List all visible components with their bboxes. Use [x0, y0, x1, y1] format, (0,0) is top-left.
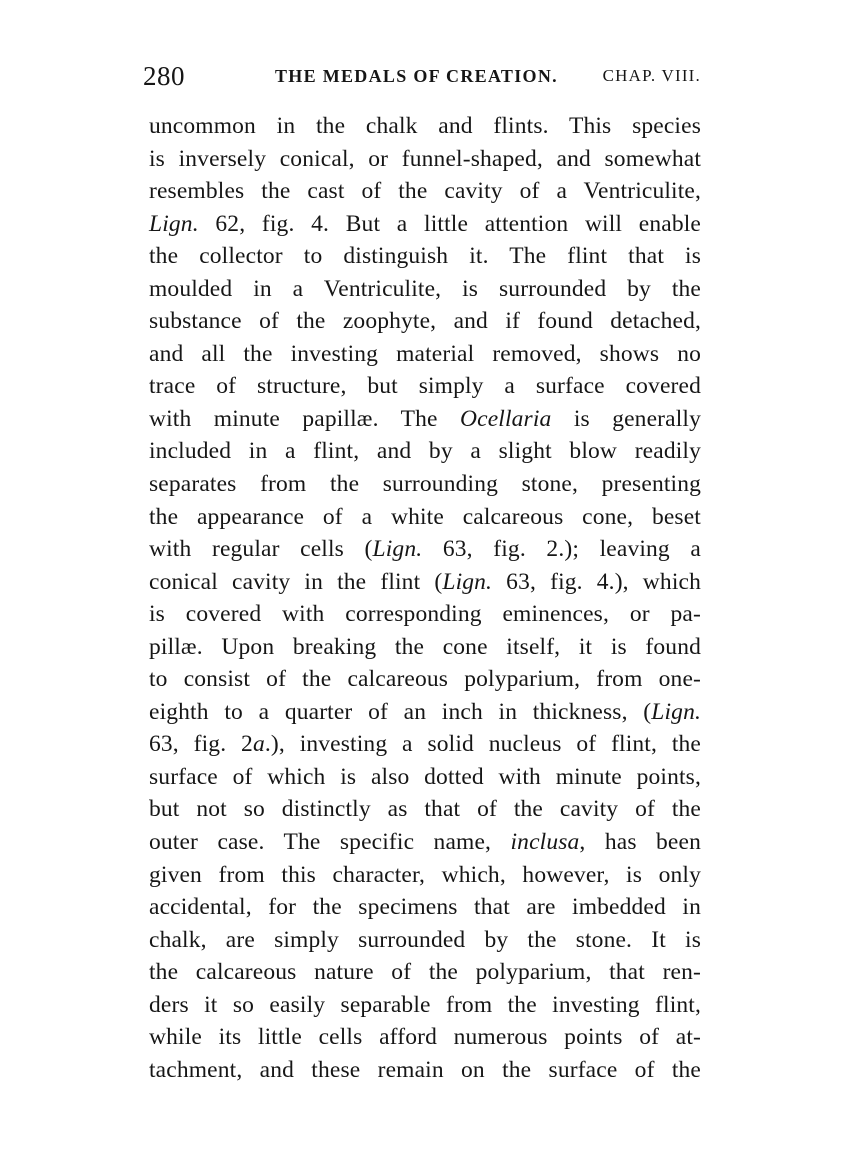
italic-text: Lign.: [651, 698, 701, 725]
text-line: [149, 1021, 701, 1054]
text-line: [149, 208, 701, 241]
text-line: [149, 305, 701, 338]
text-segment: is inversely conical, or funnel-shaped, and somewhat: [149, 145, 701, 172]
text-segment: surface of which is also dotted with minute points,: [149, 763, 701, 790]
text-segment: chalk, are simply surrounded by the stone. It is: [149, 926, 701, 953]
text-line: [149, 761, 701, 794]
page-number: 280: [143, 61, 185, 91]
text-segment: eighth to a quarter of an inch in thickness, (: [149, 698, 652, 725]
italic-text: Ocellaria: [460, 405, 552, 432]
text-segment: substance of the zoophyte, and if found detached,: [149, 308, 701, 335]
running-header: [143, 58, 701, 98]
text-line: [149, 338, 701, 371]
text-line: [149, 468, 701, 501]
text-line: [149, 533, 701, 566]
text-segment: is generally: [551, 405, 701, 432]
text-segment: while its little cells afford numerous points of at-: [149, 1024, 701, 1051]
text-line: [149, 631, 701, 664]
text-segment: accidental, for the specimens that are imbedded in: [149, 894, 701, 921]
text-segment: with minute papillæ. The: [149, 405, 460, 432]
text-segment: 62, fig. 4. But a little attention will enable: [198, 210, 701, 237]
text-line: [149, 501, 701, 534]
text-line: [149, 273, 701, 306]
text-line: [149, 956, 701, 989]
text-line: [149, 598, 701, 631]
text-line: [149, 826, 701, 859]
text-segment: and all the investing material removed, shows no: [149, 340, 701, 367]
running-title: THE MEDALS OF CREATION.: [275, 66, 558, 86]
text-segment: moulded in a Ventriculite, is surrounded by the: [149, 275, 701, 302]
text-line: [149, 240, 701, 273]
text-segment: 63, fig. 2: [149, 731, 253, 758]
text-line: [149, 370, 701, 403]
text-line: [149, 793, 701, 826]
text-line: [149, 728, 701, 761]
text-segment: the collector to distinguish it. The flint that is: [149, 243, 701, 270]
text-segment: , has been: [579, 829, 701, 856]
chapter-label: CHAP. VIII.: [602, 66, 701, 85]
text-line: [149, 859, 701, 892]
italic-text: Lign.: [442, 568, 493, 595]
text-line: [149, 435, 701, 468]
text-segment: is covered with corresponding eminences, or pa-: [149, 601, 701, 628]
text-segment: uncommon in the chalk and flints. This species: [149, 113, 701, 139]
text-line: [149, 891, 701, 924]
text-segment: pillæ. Upon breaking the cone itself, it is found: [149, 633, 701, 660]
italic-text: Lign.: [372, 536, 423, 563]
italic-text: inclusa: [510, 829, 580, 856]
text-segment: 63, fig. 2.); leaving a: [422, 536, 701, 563]
text-segment: given from this character, which, however, is only: [149, 861, 701, 888]
text-segment: trace of structure, but simply a surface covered: [149, 373, 701, 400]
text-line: [149, 663, 701, 696]
text-segment: resembles the cast of the cavity of a Ventriculite,: [149, 178, 701, 205]
text-line: [149, 989, 701, 1022]
text-line: [149, 924, 701, 957]
text-line: [149, 110, 701, 143]
text-segment: outer case. The specific name,: [149, 829, 511, 856]
text-segment: the calcareous nature of the polyparium, that ren-: [149, 959, 701, 986]
text-line: [149, 1054, 701, 1087]
text-segment: to consist of the calcareous polyparium, from one-: [149, 666, 701, 693]
text-line: [149, 696, 701, 729]
text-segment: ders it so easily separable from the investing flint,: [149, 991, 701, 1018]
text-segment: with regular cells (: [149, 536, 373, 563]
text-segment: included in a flint, and by a slight blow readily: [149, 438, 701, 465]
italic-text: Lign.: [149, 210, 199, 237]
text-line: [149, 566, 701, 599]
text-segment: but not so distinctly as that of the cavity of the: [149, 796, 701, 823]
text-segment: conical cavity in the flint (: [149, 568, 443, 595]
italic-text: a: [252, 731, 265, 758]
text-segment: the appearance of a white calcareous cone, beset: [149, 503, 701, 530]
text-line: [149, 175, 701, 208]
text-segment: tachment, and these remain on the surface of the: [149, 1056, 701, 1083]
text-line: [149, 143, 701, 176]
text-segment: 63, fig. 4.), which: [492, 568, 701, 595]
text-segment: separates from the surrounding stone, presenting: [149, 471, 701, 498]
text-segment: .), investing a solid nucleus of flint, the: [264, 731, 701, 758]
text-line: [149, 403, 701, 436]
body-text: [149, 110, 701, 1086]
